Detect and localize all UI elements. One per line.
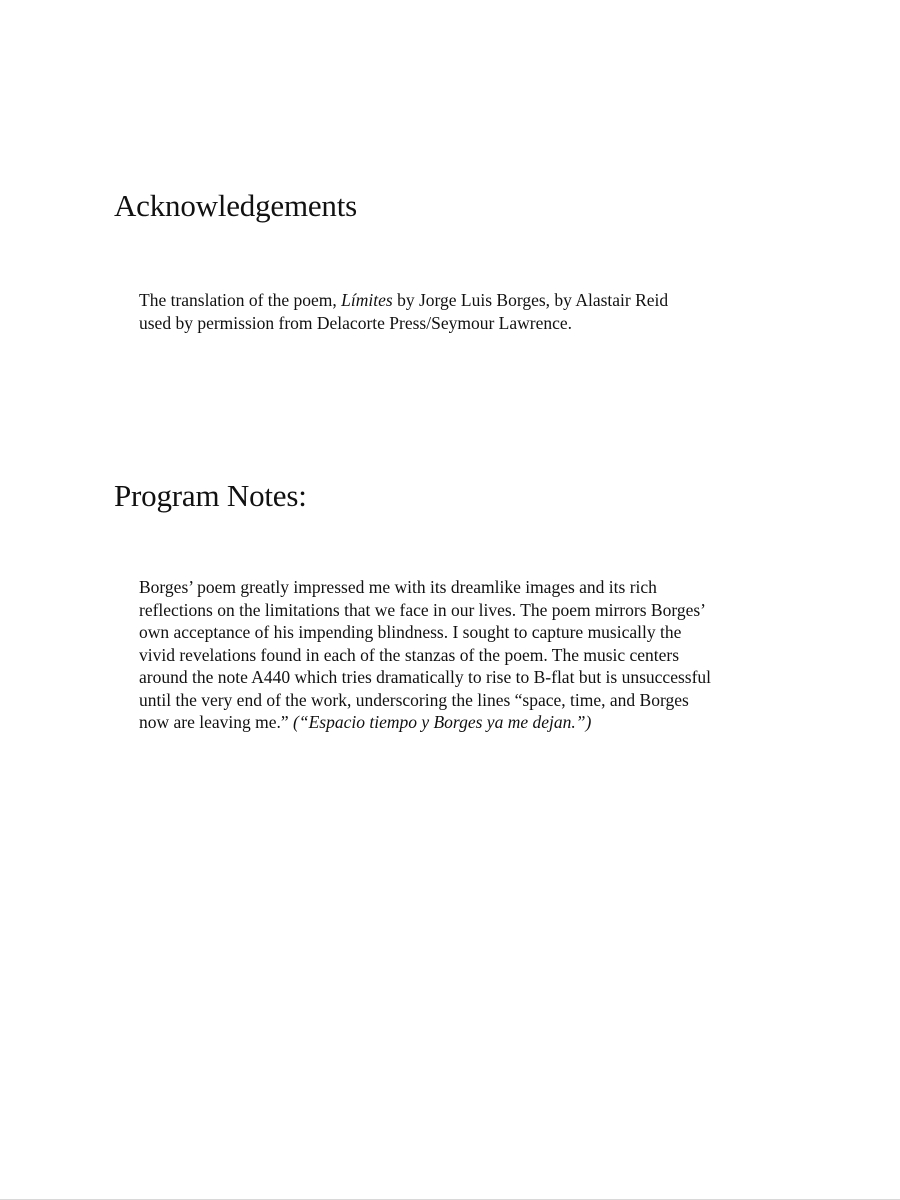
- poem-title: Límites: [341, 290, 393, 310]
- acknowledgements-text: by Jorge Luis Borges, by Alastair Reid: [392, 290, 669, 310]
- program-notes-line: reflections on the limitations that we face in our lives. The poem mirrors Borges’: [139, 599, 706, 620]
- acknowledgements-paragraph: [139, 289, 789, 334]
- program-notes-line: vivid revelations found in each of the stanzas of the poem. The music centers: [139, 644, 680, 665]
- program-notes-line: around the note A440 which tries dramatically to rise to B-flat but is unsuccessful: [139, 667, 712, 687]
- program-notes-paragraph: [139, 576, 789, 734]
- acknowledgements-line: used by permission from Delacorte Press/Seymour Lawrence.: [139, 312, 573, 333]
- acknowledgements-heading: Acknowledgements: [114, 188, 358, 223]
- program-notes-line: Borges’ poem greatly impressed me with its dreamlike images and its rich: [139, 577, 657, 597]
- acknowledgements-text: The translation of the poem,: [139, 290, 342, 310]
- spanish-quote: (“Espacio tiempo y Borges ya me dejan.”): [293, 712, 592, 732]
- acknowledgements-line: [139, 289, 789, 312]
- program-notes-text: now are leaving me.”: [139, 712, 294, 732]
- program-notes-heading: Program Notes:: [114, 478, 307, 513]
- program-notes-line: own acceptance of his impending blindness. I sought to capture musically the: [139, 622, 682, 642]
- program-notes-line: [139, 711, 789, 734]
- program-notes-line: until the very end of the work, underscoring the lines “space, time, and Borges: [139, 689, 689, 710]
